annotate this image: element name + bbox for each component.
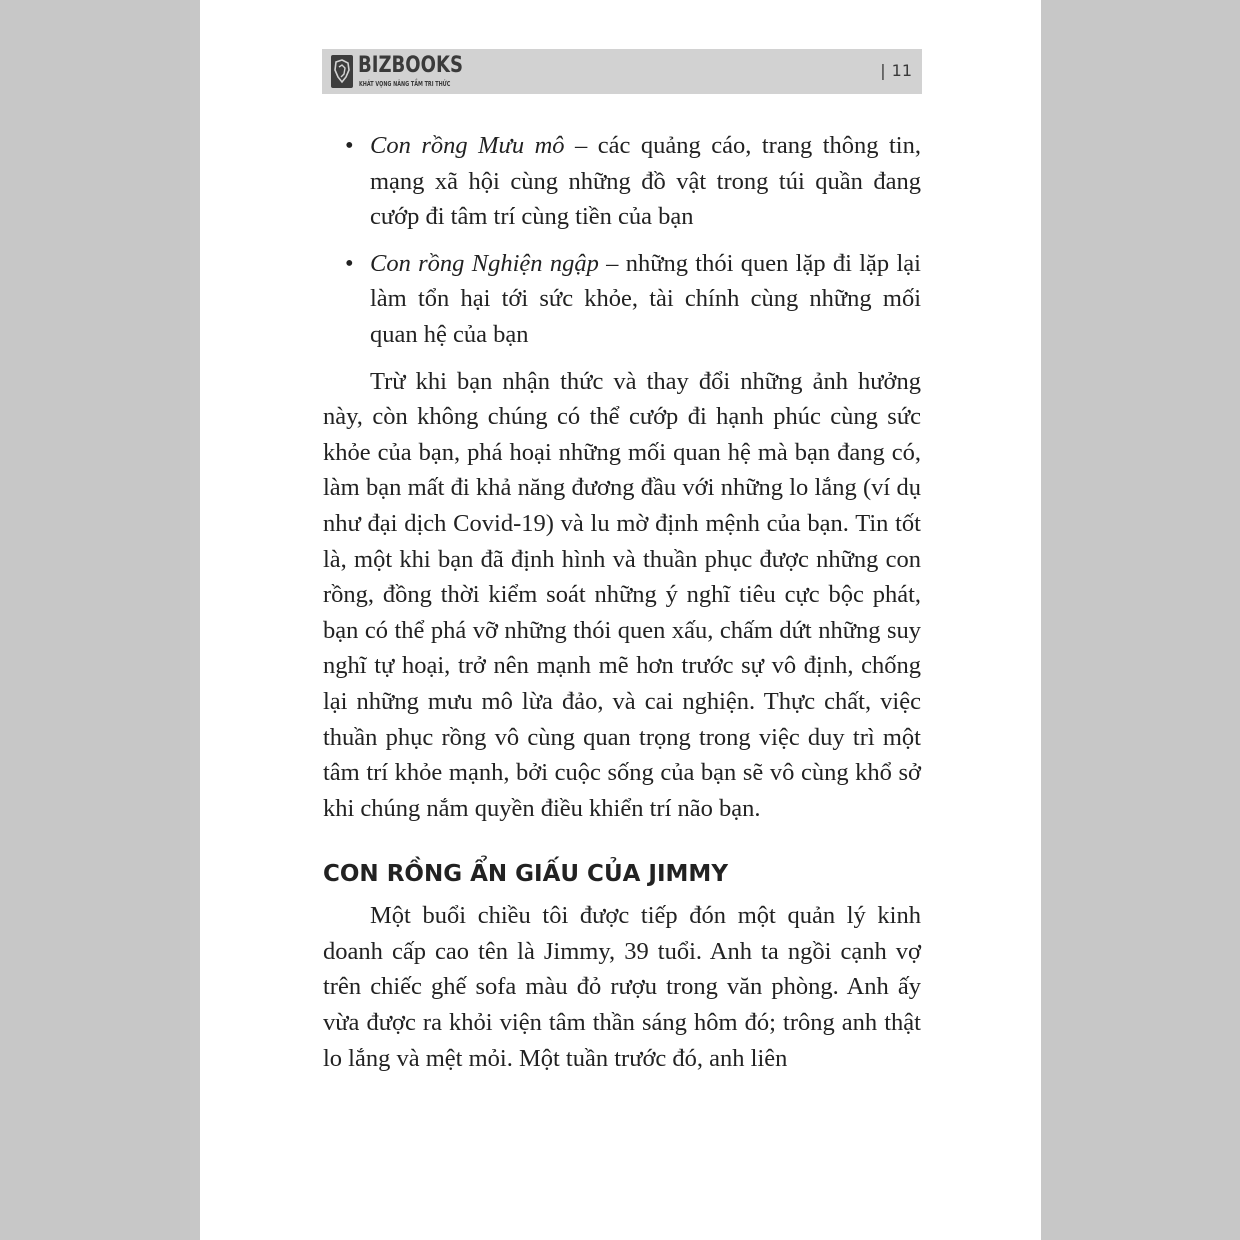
dragon-list: [323, 128, 921, 353]
bullet-text: – các quảng cáo, trang thông tin, mạng xã hội cùng những đồ vật trong túi quần đang cướp đi tâm trí cùng tiền của bạn: [370, 132, 921, 231]
bullet-term: Con rồng Mưu mô: [370, 132, 565, 159]
body-paragraph: Một buổi chiều tôi được tiếp đón một quản lý kinh doanh cấp cao tên là Jimmy, 39 tuổi. Anh ta ngồi cạnh vợ trên chiếc ghế sofa màu đỏ rượu trong văn phòng. Anh ấy vừa được ra khỏi viện tâm thần sáng hôm đó; trông anh thật lo lắng và mệt mỏi. Một tuần trước đó, anh liên: [323, 902, 921, 1072]
page-number-separator: |: [880, 61, 886, 80]
page-body: [323, 128, 921, 1076]
body-paragraph: Trừ khi bạn nhận thức và thay đổi những ảnh hưởng này, còn không chúng có thể cướp đi hạnh phúc cùng sức khỏe của bạn, phá hoại những mối quan hệ mà bạn đang có, làm bạn mất đi khả năng đương đầu với những lo lắng (ví dụ như đại dịch Covid-19) và lu mờ định mệnh của bạn. Tin tốt là, một khi bạn đã định hình và thuần phục được những con rồng, đồng thời kiểm soát những ý nghĩ tiêu cực bộc phát, bạn có thể phá vỡ những thói quen xấu, chấm dứt những suy nghĩ tự hoại, trở nên mạnh mẽ hơn trước sự vô định, chống lại những mưu mô lừa đảo, và cai nghiện. Thực chất, việc thuần phục rồng vô cùng quan trọng trong việc duy trì một tâm trí khỏe mạnh, bởi cuộc sống của bạn sẽ vô cùng khổ sở khi chúng nắm quyền điều khiển trí não bạn.: [323, 367, 921, 822]
publisher-logo-text: BIZBOOKS: [358, 53, 463, 78]
list-item: [323, 246, 921, 353]
bullet-term: Con rồng Nghiện ngập: [370, 249, 599, 277]
book-page: [200, 0, 1041, 1240]
lion-head-icon: [331, 55, 353, 88]
page-number-value: 11: [891, 61, 912, 80]
page-number: [880, 61, 912, 80]
list-item: [323, 128, 921, 235]
section-heading: CON RỒNG ẨN GIẤU CỦA JIMMY: [323, 861, 728, 888]
running-header: [322, 49, 922, 94]
bullet-text: – những thói quen lặp đi lặp lại làm tổn hại tới sức khỏe, tài chính cùng những mối quan hệ của bạn: [370, 249, 921, 348]
publisher-tagline: KHÁT VỌNG NÂNG TẦM TRI THỨC: [359, 80, 451, 88]
